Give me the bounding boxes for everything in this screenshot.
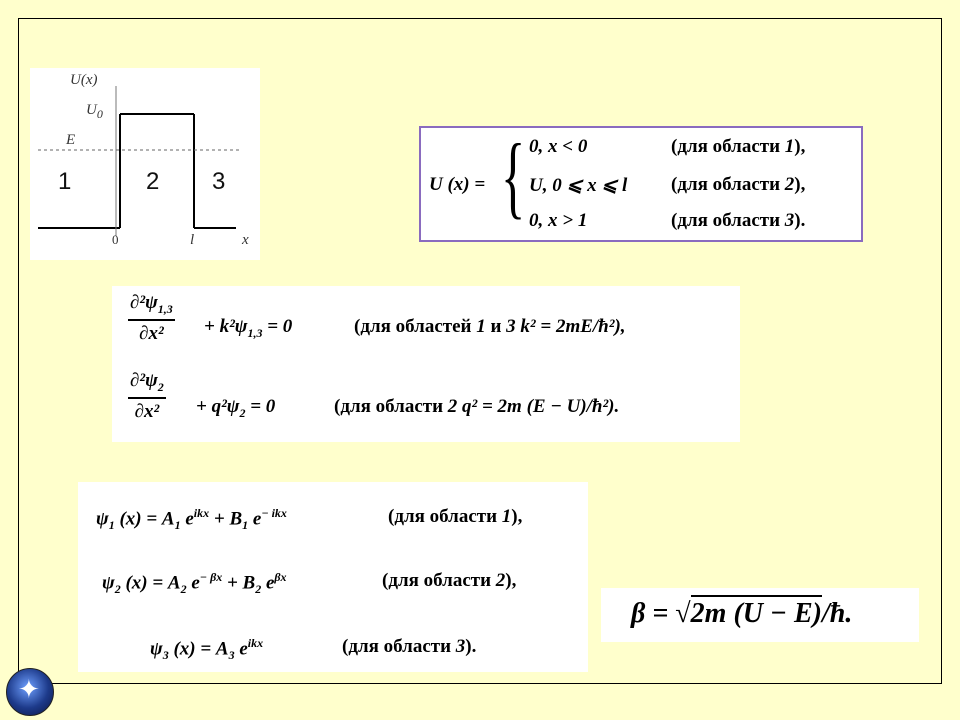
eq1-body: + $k^2\psi_{1,3} = 0$	[204, 316, 293, 340]
eq2-fraction: $\frac{\partial^2\psi_2}{\text{∂x²}}$	[130, 370, 164, 422]
region-2-label: 2	[146, 168, 160, 195]
beta-definition	[601, 588, 919, 642]
university-logo	[6, 668, 54, 716]
eq1-note: (для областей 1 и 3 k² = 2mE/ħ²),	[354, 316, 626, 337]
psi2-equation: $\psi_2$ $(x) = A_2$ $e^{- \beta x} + B_2$ $e^{\beta x}$	[102, 570, 287, 597]
eq2-note: (для области 2 q² = 2m (E − U)/ħ²).	[334, 396, 620, 417]
barrier-plot	[30, 68, 260, 260]
beta-radicand: 2m (U − E)	[691, 595, 822, 629]
region-3-label: 3	[212, 168, 226, 195]
y-axis-label: U(x)	[70, 72, 98, 88]
psi1-note: (для области 1),	[388, 506, 523, 527]
energy-label: E	[66, 132, 76, 148]
eq2-body: + $q^2\psi_2 = 0$	[196, 396, 276, 420]
potential-note-3: (для области 3).	[671, 210, 806, 231]
potential-note-1: (для области 1),	[671, 136, 806, 157]
potential-row-2: U, 0 ⩽ x ⩽ l	[529, 175, 628, 196]
eq1-fraction: $\frac{\partial^2\psi_{1,3}}{\text{∂x²}}$	[130, 292, 173, 344]
psi3-equation: $\psi_3$ $(x) = A_3$ $e^{ikx}$	[150, 636, 264, 663]
potential-definition	[419, 126, 863, 242]
x-axis-label: x	[242, 232, 249, 248]
u0-label: $U_0$	[86, 102, 103, 121]
star-icon: ✦	[18, 675, 40, 705]
potential-row-3: 0, x > 1	[529, 210, 588, 231]
schrodinger-equations	[112, 286, 740, 442]
curly-brace: {	[501, 125, 526, 227]
l-label: l	[190, 232, 195, 248]
psi1-equation: $\psi_1$ $(x) = A_1$ $e^{ikx} + B_1$ $e^{- ikx}$	[96, 506, 287, 533]
wave-function-solutions	[78, 482, 588, 672]
origin-label: 0	[112, 232, 119, 247]
psi3-note: (для области 3).	[342, 636, 477, 657]
potential-barrier-graph	[30, 68, 260, 260]
region-1-label: 1	[58, 168, 72, 195]
potential-lhs: U (x) =	[429, 174, 486, 195]
beta-equation: β = √2m (U − E)/ħ.	[631, 598, 852, 630]
psi2-note: (для области 2),	[382, 570, 517, 591]
potential-note-2: (для области 2),	[671, 174, 806, 195]
potential-row-1: 0, x < 0	[529, 136, 588, 157]
